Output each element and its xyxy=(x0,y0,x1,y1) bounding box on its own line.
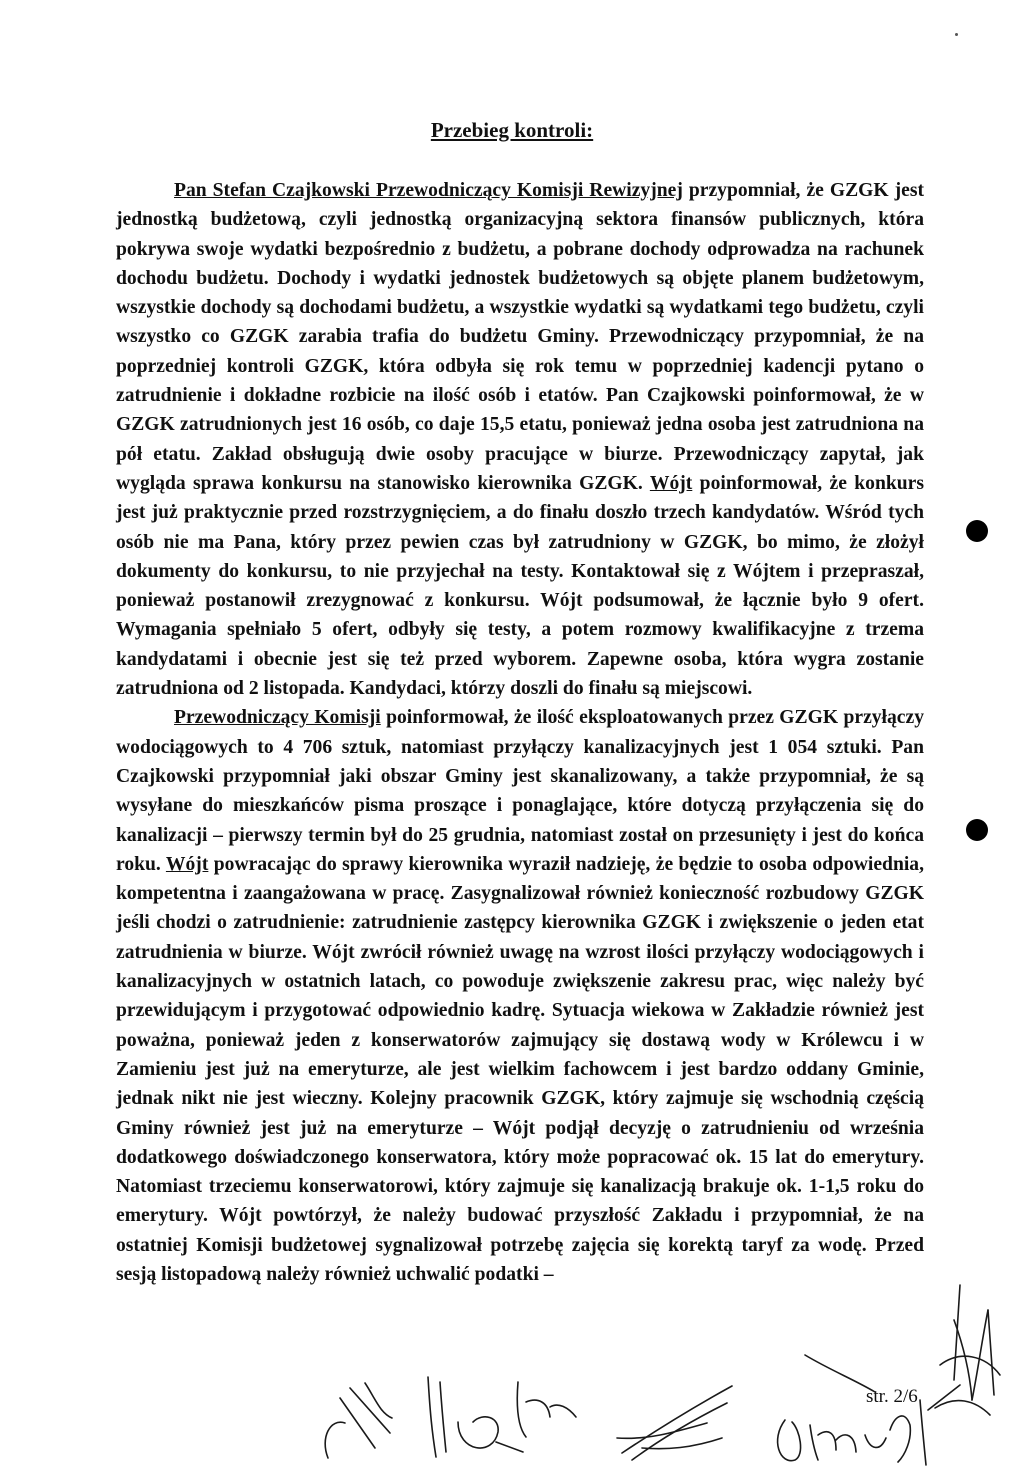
paragraph-text-continued: poinformował, że konkurs jest już praktycznie przed rozstrzygnięciem, a do finału doszło trzech kandydatów. Wśród tych osób nie ma Pana, który przez pewien czas był zatrudniony w GZGK, bo mimo, że złożył dokumenty do konkursu, to nie przyjechał na testy. Kontaktował się z Wójtem i przepraszał, ponieważ postanowił zrezygnować z konkursu. Wójt podsumował, że łącznie było 9 ofert. Wymagania spełniało 5 ofert, odbyły się testy, a potem rozmowy kwalifikacyjne z trzema kandydatami i obecnie jest się też przed wyborem. Zapewne osoba, która wygra zostanie zatrudniona od 2 listopada. Kandydaci, którzy doszli do finału są miejscowi. xyxy=(116,472,924,700)
paragraph-text: przypomniał, że GZGK jest jednostką budżetową, czyli jednostką organizacyjną sektora finansów publicznych, która pokrywa swoje wydatki bezpośrednio z budżetu, a pobrane dochody odprowadza na rachunek dochodu budżetu. Dochody i wydatki jednostek budżetowych są objęte planem budżetowym, wszystkie dochody są dochodami budżetu, a wszystkie wydatki są wydatkami tego budżetu, czyli wszystko co GZGK zarabia trafia do budżetu Gminy. Przewodniczący przypomniał, że na poprzedniej kontroli GZGK, która odbyła się rok temu w poprzedniej kadencji pytano o zatrudnienie i dokładne rozbicie na ilość osób i etatów. Pan Czajkowski poinformował, że w GZGK zatrudnionych jest 16 osób, co daje 15,5 etatu, ponieważ jedna osoba jest zatrudniona na pół etatu. Zakład obsługują dwie osoby pracujące w biurze. Przewodniczący zapytał, jak wygląda sprawa konkursu na stanowisko kierownika GZGK. xyxy=(116,180,925,494)
speaker-name: Pan Stefan Czajkowski Przewodniczący Komisji Rewizyjnej xyxy=(174,180,683,201)
punch-hole-mark xyxy=(966,520,988,542)
speaker-wojt: Wójt xyxy=(165,853,209,875)
signature-3 xyxy=(612,1378,742,1468)
document-body xyxy=(116,176,924,1289)
paragraph-1 xyxy=(116,176,924,703)
paragraph-text-continued: powracając do sprawy kierownika wyraził nadzieję, że będzie to osoba odpowiednia, kompetentna i zaangażowana w pracę. Zasygnalizował również konieczność rozbudowy GZGK jeśli chodzi o zatrudnienie: zatrudnienie zastępcy kierownika GZGK i zwiększenie o jeden etat zatrudnienia w biurze. Wójt zwrócił również uwagę na wzrost ilości przyłączy wodociągowych i kanalizacyjnych w ostatnich latach, co powoduje zwiększenie zakresu prac, więc należy być przewidującym i przygotować odpowiednio kadrę. Sytuacja wiekowa w Zakładzie również jest poważna, ponieważ jeden z konserwatorów zajmujący się dostawą wody w Królewcu i w Zamieniu jest już na emeryturze, ale jest wielkim fachowcem i jest bardzo oddany Gminie, jednak nikt nie jest wieczny. Kolejny pracownik GZGK, który zajmuje się wschodnią częścią Gminy również jest już na emeryturze – Wójt podjął decyzję o zatrudnieniu od września dodatkowego doświadczonego konserwatora, który może popracować ok. 15 lat do emerytury. Natomiast trzeciemu konserwatorowi, który zajmuje się kanalizacją brakuje ok. 1-1,5 roku do emerytury. Wójt powtórzył, że należy budować przyszłość Zakładu i przypomniał, że na ostatniej Komisji budżetowej sygnalizował potrzebę zajęcia się korektą taryf za wodę. Przed sesją listopadową należy również uchwalić podatki – xyxy=(116,853,924,1285)
paragraph-2 xyxy=(116,703,924,1289)
speaker-wojt: Wójt xyxy=(649,472,693,494)
scan-speck xyxy=(955,33,958,36)
signature-1 xyxy=(320,1378,400,1468)
page-title: Przebieg kontroli: xyxy=(430,118,594,142)
page-number: str. 2/6 xyxy=(866,1386,918,1407)
speaker-name: Przewodniczący Komisji xyxy=(174,707,381,729)
signature-2 xyxy=(418,1372,588,1462)
paragraph-text: poinformował, że ilość eksploatowanych przez GZGK przyłączy wodociągowych to 4 706 sztuk, natomiast przyłączy kanalizacyjnych jest 1 054 sztuki. Pan Czajkowski przypomniał jaki obszar Gminy jest skanalizowany, a także przypomniał, że są wysyłane do mieszkańców pisma proszące i ponaglające, które dotyczą przyłączenia się do kanalizacji – pierwszy termin był do 25 grudnia, natomiast został on przesunięty i jest do końca roku. xyxy=(116,707,924,875)
punch-hole-mark xyxy=(966,819,988,841)
page-number-stroke xyxy=(800,1350,880,1400)
